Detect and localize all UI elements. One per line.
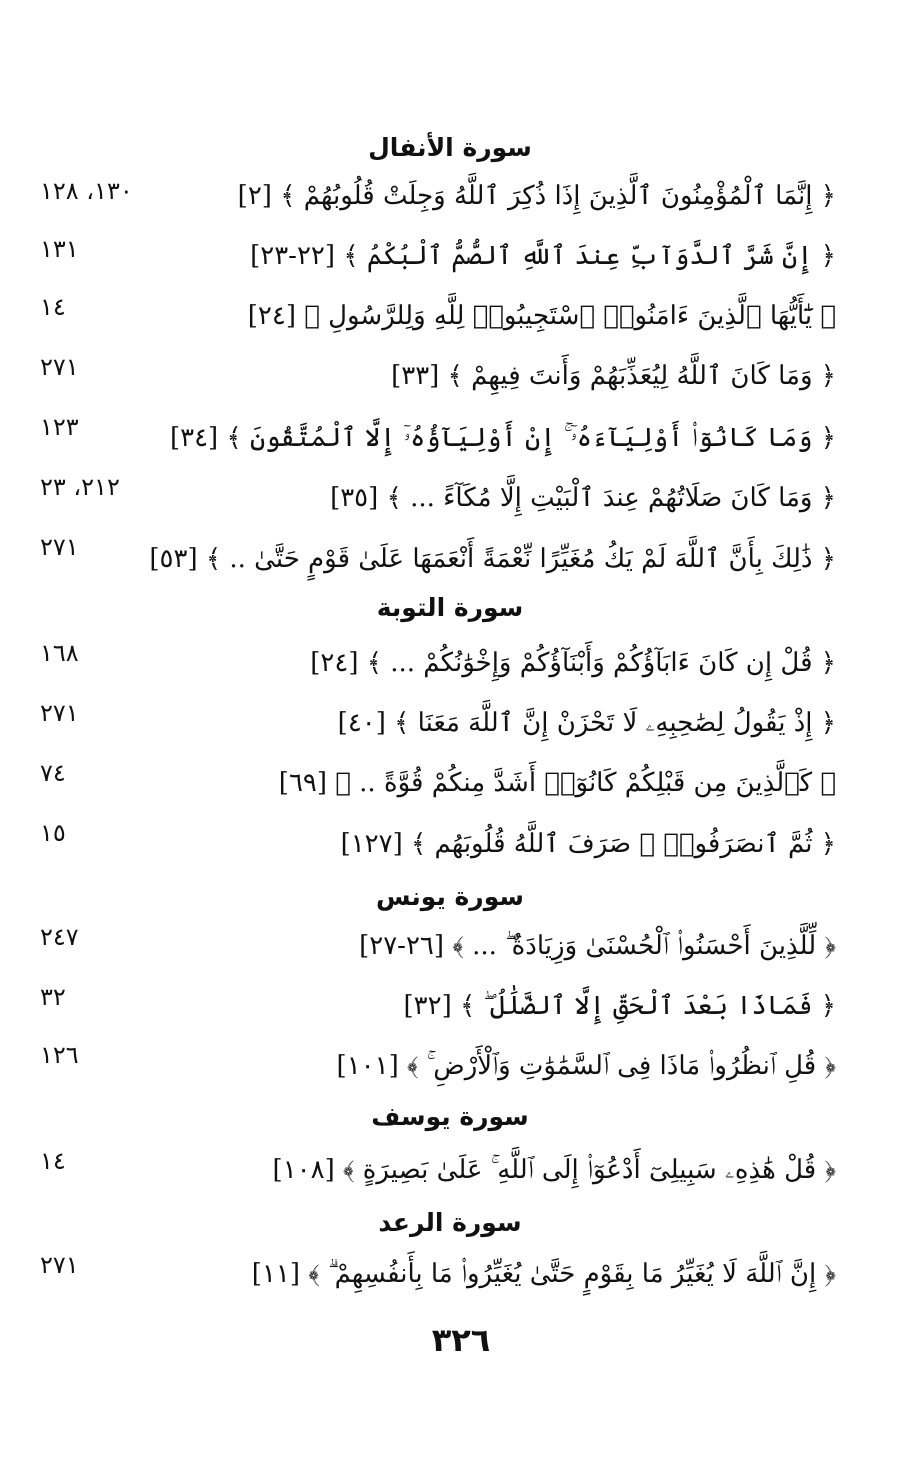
- page-reference: ٢٧١: [40, 353, 79, 381]
- page-reference: ١٤: [40, 1147, 66, 1175]
- surah-heading-tawbah: سورة التوبة: [376, 593, 524, 622]
- page-reference: ٢٧١: [40, 699, 79, 727]
- verse-entry: ﴿ ذَٰلِكَ بِأَنَّ ٱللَّهَ لَمْ يَكُ مُغَيِّرًا نِّعْمَةً أَنْعَمَهَا عَلَىٰ قَوْمٍ حَتَّىٰ .. ﴾ [٥٣]: [149, 544, 836, 574]
- page-reference: ٢٤٧: [40, 923, 79, 951]
- verse-entry: ﴿ ثُمَّ ٱنصَرَفُوا۟ ۚ صَرَفَ ٱللَّهُ قُلُوبَهُم ﴾ [١٢٧]: [340, 829, 836, 859]
- verse-entry: ﴿ وَمَا كَانُوٓا۟ أَوْلِيَآءَهُۥٓ ۚ إِنْ أَوْلِيَآؤُهُۥٓ إِلَّا ٱلْمُتَّقُونَ ﴾ [٣٤]: [169, 423, 836, 453]
- verse-entry: ﴿ إِنَّ شَرَّ ٱلدَّوَآبِّ عِندَ ٱللَّهِ ٱلصُّمُّ ٱلْبُكْمُ ﴾ [٢٢-٢٣]: [250, 241, 836, 271]
- page-reference: ٣٢: [40, 983, 66, 1011]
- page-reference: ١٢٣: [40, 413, 79, 441]
- surah-heading-yusuf: سورة يوسف: [371, 1102, 529, 1131]
- verse-entry: ﴿ وَمَا كَانَ ٱللَّهُ لِيُعَذِّبَهُمْ وَأَنتَ فِيهِمْ ﴾ [٣٣]: [391, 361, 836, 391]
- verse-entry: ﴿ لِّلَّذِينَ أَحْسَنُوا۟ ٱلْحُسْنَىٰ وَزِيَادَةٌ ۖ ... ﴾ [٢٦-٢٧]: [359, 931, 836, 961]
- verse-entry: ﴿ إِنَّمَا ٱلْمُؤْمِنُونَ ٱلَّذِينَ إِذَا ذُكِرَ ٱللَّهُ وَجِلَتْ قُلُوبُهُمْ ﴾ [٢]: [237, 181, 836, 211]
- verse-entry: ﴿ قُلْ هَٰذِهِۦ سَبِيلِىٓ أَدْعُوٓا۟ إِلَى ٱللَّهِ ۚ عَلَىٰ بَصِيرَةٍ ﴾ [١٠٨]: [272, 1155, 836, 1185]
- verse-entry: ﴿ يَٰٓأَيُّهَا ٱلَّذِينَ ءَامَنُوا۟ ٱسْتَجِيبُوا۟ لِلَّهِ وَلِلرَّسُولِ ﴾ [٢٤]: [247, 301, 836, 331]
- page-number: ٣٢٦: [431, 1321, 491, 1359]
- page-reference: ١٥: [40, 819, 66, 847]
- page-reference: ٧٤: [40, 759, 66, 787]
- page-reference: ١٢٦: [40, 1041, 79, 1069]
- surah-heading-anfal: سورة الأنفال: [368, 133, 532, 162]
- page-reference: ٢٧١: [40, 1251, 79, 1279]
- page-reference: ٢٧١: [40, 533, 79, 561]
- verse-entry: ﴿ كَٱلَّذِينَ مِن قَبْلِكُمْ كَانُوٓا۟ أَشَدَّ مِنكُمْ قُوَّةً .. ﴾ [٦٩]: [278, 768, 836, 798]
- verse-entry: ﴿ وَمَا كَانَ صَلَاتُهُمْ عِندَ ٱلْبَيْتِ إِلَّا مُكَآءً ... ﴾ [٣٥]: [330, 483, 836, 513]
- verse-entry: ﴿ إِنَّ ٱللَّهَ لَا يُغَيِّرُ مَا بِقَوْمٍ حَتَّىٰ يُغَيِّرُوا۟ مَا بِأَنفُسِهِمْ ۗ ﴾ [١١]: [251, 1259, 836, 1289]
- surah-heading-rad: سورة الرعد: [378, 1208, 522, 1237]
- page-reference: ٢١٢، ٢٣: [40, 473, 120, 501]
- page-reference: ١٣٠، ١٢٨: [40, 177, 133, 205]
- verse-entry: ﴿ فَمَاذَا بَعْدَ ٱلْحَقِّ إِلَّا ٱلضَّلَٰلُ ۖ ﴾ [٣٢]: [403, 991, 836, 1021]
- surah-heading-yunus: سورة يونس: [376, 882, 524, 911]
- page-reference: ١٦٨: [40, 639, 79, 667]
- verse-entry: ﴿ قُلْ إِن كَانَ ءَابَآؤُكُمْ وَأَبْنَآؤُكُمْ وَإِخْوَٰنُكُمْ ... ﴾ [٢٤]: [310, 648, 836, 678]
- verse-entry: ﴿ إِذْ يَقُولُ لِصَٰحِبِهِۦ لَا تَحْزَنْ إِنَّ ٱللَّهَ مَعَنَا ﴾ [٤٠]: [337, 708, 836, 738]
- page-reference: ١٣١: [40, 235, 79, 263]
- verse-entry: ﴿ قُلِ ٱنظُرُوا۟ مَاذَا فِى ٱلسَّمَٰوَٰتِ وَٱلْأَرْضِ ۚ ﴾ [١٠١]: [336, 1051, 836, 1081]
- page-reference: ١٤: [40, 293, 66, 321]
